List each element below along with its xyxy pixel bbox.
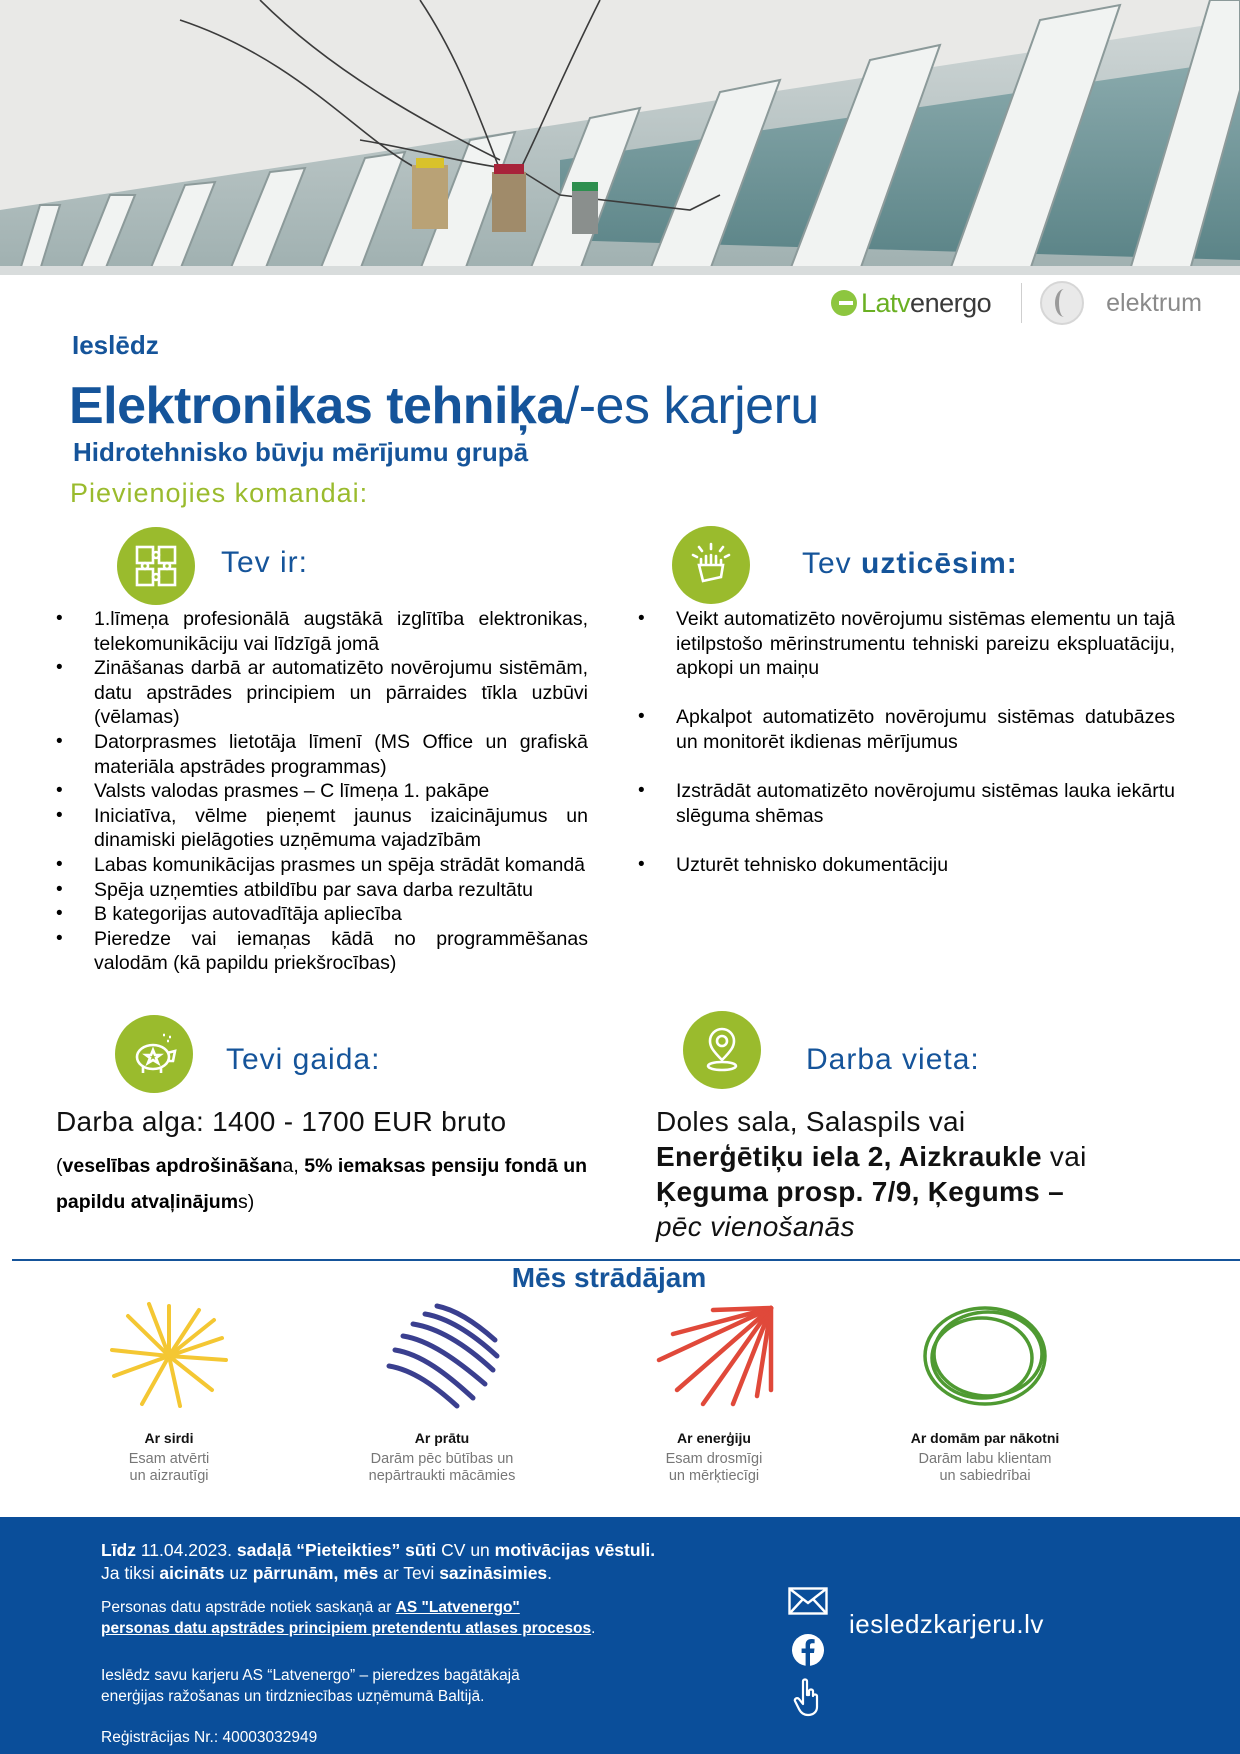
list-item: • Datorprasmes lietotāja līmenī (MS Office un grafiskā materiāla apstrādes programmas) — [56, 730, 588, 779]
apply-instructions: Līdz 11.04.2023. sadaļā “Pieteikties” sūti CV un motivācijas vēstuli. Ja tiksi aicināts uz pārrunām, mēs ar Tevi sazināsimies. — [101, 1540, 656, 1583]
values-heading: Mēs strādājam — [511, 1262, 707, 1293]
puzzle-icon — [117, 527, 195, 605]
logo-divider — [1021, 283, 1022, 323]
facebook-icon[interactable] — [791, 1633, 825, 1667]
elektrum-logo-icon — [1040, 281, 1084, 325]
elektrum-logo-text: elektrum — [1106, 288, 1202, 317]
requirements-heading: Tev ir: — [221, 546, 309, 579]
list-item: • Iniciatīva, vēlme pieņemt jaunus izaicinājumus un dinamiski pielāgoties uzņēmuma vajadzībām — [56, 804, 588, 853]
offer-heading: Tevi gaida: — [226, 1043, 381, 1076]
privacy-notice: Personas datu apstrāde notiek saskaņā ar AS "Latvenergo" personas datu apstrādes principiem pretendentu atlases procesos. — [101, 1599, 596, 1637]
job-subtitle: Hidrotehnisko būvju mērījumu grupā — [73, 437, 529, 467]
rings-icon — [920, 1300, 1050, 1412]
list-item: • B kategorijas autovadītāja apliecība — [56, 902, 588, 927]
privacy-link[interactable]: AS "Latvenergo" personas datu apstrādes principiem pretendentu atlases procesos — [101, 1599, 592, 1637]
benefits: (veselības apdrošināšana, 5% iemaksas pensiju fondā un papildu atvaļinājums) — [56, 1155, 588, 1213]
value-title: Ar enerģiju — [677, 1430, 751, 1446]
list-item: • Labas komunikācijas prasmes un spēja strādāt komandā — [56, 853, 588, 878]
raised-fist-icon — [672, 526, 750, 604]
list-item: • Zināšanas darbā ar automatizēto novērojumu sistēmām, datu apstrādes principiem un pārraides tīkla uzbūvi (vēlamas) — [56, 656, 588, 730]
waves-icon — [377, 1300, 507, 1412]
value-subtitle: Esam drosmīgi un mērķtiecīgi — [665, 1451, 763, 1484]
value-subtitle: Esam atvērti un aizrautīgi — [128, 1451, 210, 1484]
sunburst-icon — [104, 1300, 234, 1412]
job-title: Elektronikas tehniķa/-es karjeru — [69, 377, 819, 435]
list-item: • Pieredze vai iemaņas kādā no programmēšanas valodām (kā papildu priekšrocības) — [56, 927, 588, 976]
partner-logos — [831, 280, 1202, 326]
rays-icon — [649, 1300, 779, 1412]
value-future — [855, 1300, 1115, 1485]
join-team-text: Pievienojies komandai: — [70, 478, 369, 508]
pointer-hand-icon[interactable] — [792, 1677, 824, 1717]
list-item: • Valsts valodas prasmes – C līmeņa 1. pakāpe — [56, 779, 588, 804]
value-heart — [39, 1300, 299, 1485]
hero-photo — [0, 0, 1240, 275]
list-item: • Izstrādāt automatizēto novērojumu sistēmas lauka iekārtu slēguma shēmas — [638, 779, 1175, 828]
tasks-heading: Tev uzticēsim: — [802, 547, 1018, 580]
tasks-list — [638, 607, 1175, 902]
latvenergo-logo-icon — [831, 290, 857, 316]
location-pin-icon — [683, 1011, 761, 1089]
list-item: • Veikt automatizēto novērojumu sistēmas elementu un tajā ietilpstošo mērinstrumentu tehniski pareizu ekspluatāciju, apkopi un maiņu — [638, 607, 1175, 681]
value-title: Ar sirdi — [144, 1430, 194, 1446]
value-title: Ar prātu — [414, 1430, 470, 1446]
value-mind — [312, 1300, 572, 1485]
latvenergo-logo-text: Latvenergo — [861, 287, 992, 318]
footer — [0, 1517, 1240, 1754]
mail-icon[interactable] — [788, 1587, 828, 1615]
list-item: • Uzturēt tehnisko dokumentāciju — [638, 853, 1175, 878]
list-item: • Spēja uzņemties atbildību par sava darba rezultātu — [56, 878, 588, 903]
piggy-bank-icon — [115, 1015, 193, 1093]
value-subtitle: Darām pēc būtības un nepārtraukti mācāmies — [368, 1451, 516, 1484]
company-note: Ieslēdz savu karjeru AS “Latvenergo” – pieredzes bagātākajā enerģijas ražošanas un tirdzniecības uzņēmumā Baltijā. — [101, 1667, 520, 1705]
salary: Darba alga: 1400 - 1700 EUR bruto — [56, 1106, 507, 1137]
requirements-list — [56, 607, 588, 976]
location-heading: Darba vieta: — [806, 1043, 980, 1076]
list-item: • 1.līmeņa profesionālā augstākā izglītība elektronikas, telekomunikāciju vai līdzīgā jomā — [56, 607, 588, 656]
kicker: Ieslēdz — [72, 330, 159, 360]
registration-number: Reģistrācijas Nr.: 40003032949 — [101, 1729, 318, 1746]
section-divider — [12, 1259, 1240, 1261]
value-subtitle: Darām labu klientam un sabiedrībai — [918, 1451, 1052, 1484]
value-energy — [584, 1300, 844, 1485]
career-site-link[interactable]: iesledzkarjeru.lv — [849, 1609, 1044, 1639]
list-item: • Apkalpot automatizēto novērojumu sistēmas datubāzes un monitorēt ikdienas mērījumus — [638, 705, 1175, 754]
value-title: Ar domām par nākotni — [910, 1430, 1060, 1446]
hydropower-building-illustration — [0, 0, 1240, 275]
work-location: Doles sala, Salaspils vai Enerģētiķu iela 2, Aizkraukle vai Ķeguma prosp. 7/9, Ķegums – pēc vienošanās — [656, 1106, 1087, 1242]
